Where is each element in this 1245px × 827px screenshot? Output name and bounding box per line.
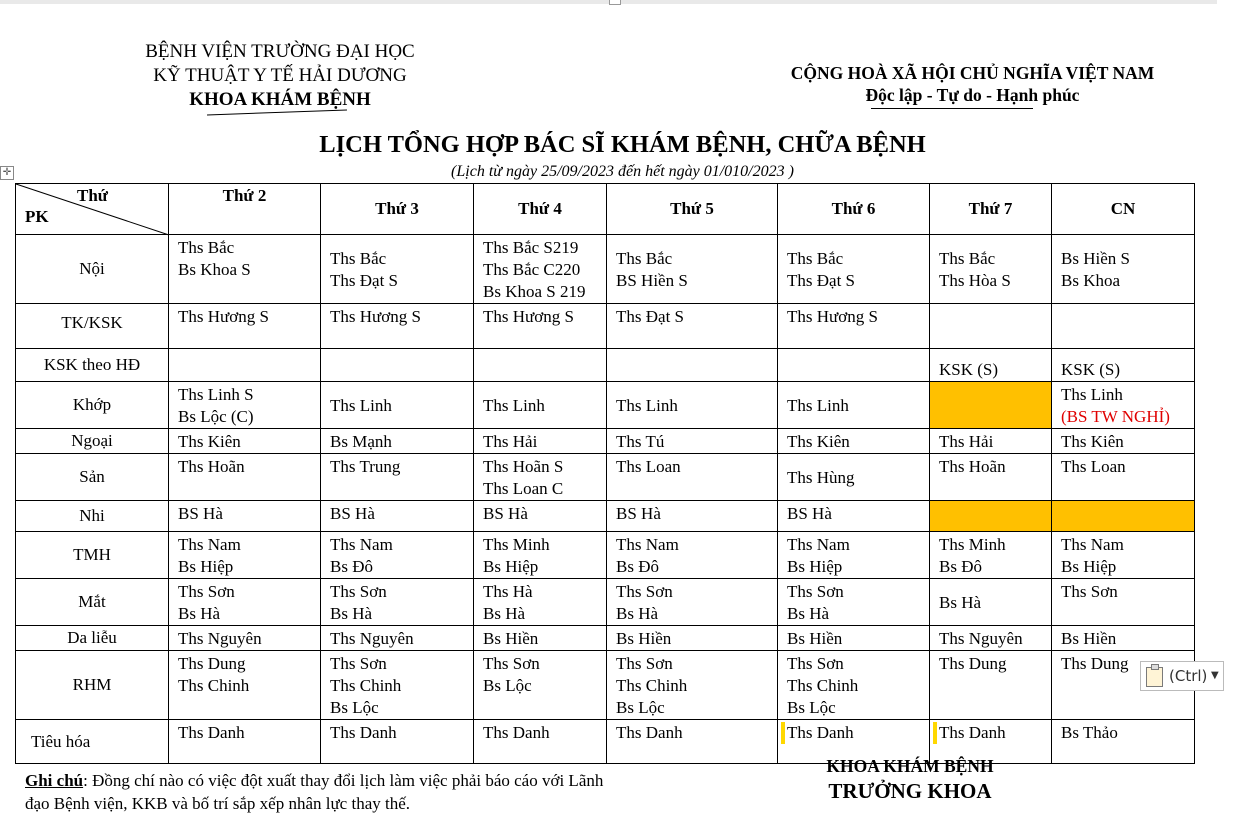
doctor-entry: Ths Nguyên (330, 629, 414, 648)
schedule-cell[interactable] (1052, 501, 1195, 532)
schedule-cell[interactable] (169, 382, 321, 429)
hospital-name-line2: KỸ THUẬT Y TẾ HẢI DƯƠNG (153, 65, 407, 86)
doctor-entry: Ths Loan (1061, 457, 1126, 476)
doctor-entry: Ths Hùng (787, 468, 855, 487)
doctor-entry: Bs Lộc (483, 676, 532, 695)
doctor-entry: Ths Hải (483, 432, 538, 451)
doctor-entry: Bs Khoa S (178, 260, 251, 279)
schedule-cell[interactable] (778, 235, 930, 304)
doctor-entry: BS Hà (787, 504, 832, 523)
doctor-entry: Ths Bắc (787, 249, 844, 268)
paste-options-label: (Ctrl) (1169, 667, 1208, 685)
doctor-entry: Ths Danh (933, 722, 1051, 744)
clinic-name-cell: TMH (16, 532, 169, 579)
schedule-cell[interactable] (169, 304, 321, 349)
chevron-down-icon: ▼ (1211, 670, 1219, 681)
schedule-cell[interactable] (607, 349, 778, 382)
schedule-cell[interactable] (778, 501, 930, 532)
doctor-entry: Ths Bắc C220 (483, 260, 581, 279)
schedule-cell[interactable] (1052, 429, 1195, 454)
schedule-cell[interactable] (930, 382, 1052, 429)
clinic-name-cell: Khớp (16, 382, 169, 429)
corner-day-label: Thứ (77, 186, 108, 205)
schedule-cell[interactable] (474, 304, 607, 349)
schedule-cell[interactable] (321, 501, 474, 532)
doctor-entry: Bs Hiền (483, 629, 539, 648)
schedule-cell[interactable] (1052, 454, 1195, 501)
schedule-cell[interactable] (169, 626, 321, 651)
schedule-cell[interactable] (930, 429, 1052, 454)
doctor-entry: Bs Thảo (1061, 723, 1118, 742)
doctor-entry: Ths Nam (787, 535, 850, 554)
schedule-cell[interactable] (321, 532, 474, 579)
table-row (16, 501, 1195, 532)
schedule-cell[interactable] (607, 382, 778, 429)
table-row (16, 626, 1195, 651)
doctor-entry: Ths Bắc S219 (483, 238, 579, 257)
doctor-entry: Bs Hà (483, 604, 526, 623)
national-motto: Độc lập - Tự do - Hạnh phúc (865, 85, 1080, 105)
doctor-entry: Ths Nguyên (178, 629, 262, 648)
table-row (16, 304, 1195, 349)
schedule-table (15, 183, 1195, 764)
doctor-entry: Ths Linh (1061, 385, 1123, 404)
schedule-cell[interactable] (778, 626, 930, 651)
national-header (760, 62, 1185, 106)
doctor-entry: Ths Kiên (787, 432, 850, 451)
schedule-cell[interactable] (321, 579, 474, 626)
doctor-entry: Bs Đô (616, 557, 659, 576)
doctor-entry: Ths Hải (939, 432, 994, 451)
doctor-entry: Ths Danh (483, 723, 550, 742)
schedule-cell[interactable] (1052, 304, 1195, 349)
day-header-sat: Thứ 7 (930, 184, 1052, 235)
signature-department: KHOA KHÁM BỆNH (826, 756, 994, 776)
doctor-entry: Ths Danh (781, 722, 929, 744)
motto-underline (871, 108, 1033, 109)
doctor-entry: Ths Dung (178, 654, 246, 673)
schedule-cell[interactable] (474, 579, 607, 626)
schedule-cell[interactable] (474, 235, 607, 304)
doctor-entry: Ths Kiên (178, 432, 241, 451)
national-title: CỘNG HOÀ XÃ HỘI CHỦ NGHĨA VIỆT NAM (790, 63, 1155, 83)
doctor-entry: BS Hà (178, 504, 223, 523)
doctor-entry: Ths Danh (178, 723, 245, 742)
day-header-wed: Thứ 4 (474, 184, 607, 235)
clinic-name-cell: TK/KSK (16, 304, 169, 349)
doctor-entry: Bs Hà (939, 593, 982, 612)
schedule-cell[interactable] (930, 501, 1052, 532)
doctor-entry: Ths Bắc (178, 238, 235, 257)
schedule-cell[interactable] (778, 532, 930, 579)
doctor-entry: Ths Linh (616, 396, 678, 415)
table-row (16, 454, 1195, 501)
doctor-entry: Bs Lộc (787, 698, 836, 717)
schedule-cell[interactable] (930, 235, 1052, 304)
doctor-entry: Ths Hà (483, 582, 533, 601)
doctor-entry: Bs Hà (787, 604, 830, 623)
footnote-text: : Đồng chí nào có việc đột xuất thay đổi lịch làm việc phải báo cáo với Lãnh đạo Bệnh viện, KKB và bố trí sắp xếp nhân lực thay thế. (25, 771, 604, 813)
schedule-cell[interactable] (778, 651, 930, 720)
schedule-cell[interactable] (169, 720, 321, 764)
schedule-cell[interactable] (474, 501, 607, 532)
doctor-entry: Ths Loan (616, 457, 681, 476)
doctor-entry: Ths Trung (330, 457, 401, 476)
clinic-name-cell: Mắt (16, 579, 169, 626)
footnote-label: Ghi chú (25, 771, 84, 790)
day-header-mon: Thứ 2 (169, 184, 321, 235)
schedule-cell[interactable] (321, 304, 474, 349)
clinic-name-cell: KSK theo HĐ (16, 349, 169, 382)
corner-clinic-label: PK (25, 207, 49, 226)
doctor-entry: Ths Loan C (483, 479, 564, 498)
schedule-cell[interactable] (1052, 382, 1195, 429)
doctor-entry: Bs Lộc (C) (178, 407, 254, 426)
schedule-cell[interactable] (1052, 349, 1195, 382)
schedule-cell[interactable] (607, 579, 778, 626)
doctor-entry: Bs Hiệp (178, 557, 234, 576)
day-header-thu: Thứ 5 (607, 184, 778, 235)
clinic-name-cell: Da liễu (16, 626, 169, 651)
doctor-entry: Ths Chinh (787, 676, 859, 695)
doctor-entry: Ths Hoãn (939, 457, 1006, 476)
schedule-cell[interactable] (321, 429, 474, 454)
doctor-entry: Ths Nam (1061, 535, 1124, 554)
doctor-entry: Bs Hiền (1061, 629, 1117, 648)
doctor-entry: Ths Nguyên (939, 629, 1023, 648)
doctor-entry: Ths Hòa S (939, 271, 1011, 290)
schedule-cell[interactable] (169, 235, 321, 304)
doctor-entry: Ths Bắc (939, 249, 996, 268)
doctor-entry: Ths Hoãn S (483, 457, 564, 476)
schedule-cell[interactable] (169, 501, 321, 532)
schedule-cell[interactable] (321, 626, 474, 651)
doctor-entry: Ths Sơn (787, 654, 844, 673)
schedule-cell[interactable] (321, 382, 474, 429)
schedule-cell[interactable] (778, 382, 930, 429)
clinic-name-cell: Ngoại (16, 429, 169, 454)
schedule-cell[interactable] (607, 720, 778, 764)
doctor-entry: Bs Mạnh (330, 432, 392, 451)
doctor-entry: Ths Chinh (330, 676, 402, 695)
doctor-entry: Ths Nam (330, 535, 393, 554)
doctor-entry: KSK (S) (1061, 360, 1121, 379)
doctor-entry: Ths Kiên (1061, 432, 1124, 451)
schedule-cell[interactable] (607, 235, 778, 304)
doctor-entry: Ths Sơn (483, 654, 540, 673)
clinic-name-cell: RHM (16, 651, 169, 720)
doctor-entry: Ths Hương S (178, 307, 269, 326)
doctor-entry: Bs Hiệp (787, 557, 843, 576)
schedule-cell[interactable] (607, 626, 778, 651)
table-row (16, 349, 1195, 382)
schedule-cell[interactable] (607, 454, 778, 501)
table-row (16, 579, 1195, 626)
doctor-entry: Ths Sơn (178, 582, 235, 601)
schedule-cell[interactable] (930, 626, 1052, 651)
doctor-entry: Ths Bắc (616, 249, 673, 268)
doctor-entry: Ths Hoãn (178, 457, 245, 476)
doctor-entry: Ths Dung (1061, 654, 1129, 673)
doctor-entry: Ths Tú (616, 432, 665, 451)
schedule-cell[interactable] (474, 382, 607, 429)
doctor-entry: Bs Khoa S 219 (483, 282, 586, 301)
schedule-cell[interactable] (778, 304, 930, 349)
corner-header-cell (16, 184, 169, 235)
schedule-cell[interactable] (930, 304, 1052, 349)
doctor-entry: Ths Đạt S (330, 271, 398, 290)
clinic-name-cell: Nhi (16, 501, 169, 532)
doctor-entry: Ths Chinh (178, 676, 250, 695)
schedule-cell[interactable] (607, 651, 778, 720)
schedule-cell[interactable] (169, 349, 321, 382)
clinic-name-cell: Sản (16, 454, 169, 501)
day-header-tue: Thứ 3 (321, 184, 474, 235)
schedule-cell[interactable] (169, 651, 321, 720)
doctor-entry: Bs Hà (178, 604, 221, 623)
doctor-entry: Bs Đô (330, 557, 373, 576)
day-header-fri: Thứ 6 (778, 184, 930, 235)
department-name: KHOA KHÁM BỆNH (189, 89, 371, 110)
doctor-entry: Ths Sơn (330, 654, 387, 673)
doctor-entry: Ths Linh (330, 396, 392, 415)
schedule-cell[interactable] (169, 579, 321, 626)
doctor-entry: Ths Hương S (483, 307, 574, 326)
schedule-cell[interactable] (1052, 579, 1195, 626)
hospital-name-line1: BỆNH VIỆN TRƯỜNG ĐẠI HỌC (145, 41, 415, 62)
doctor-entry: Bs Lộc (330, 698, 379, 717)
doctor-entry: Ths Bắc (330, 249, 387, 268)
table-move-handle-icon[interactable]: ✛ (0, 166, 14, 180)
schedule-cell[interactable] (169, 532, 321, 579)
footnote (25, 769, 625, 815)
doctor-entry: Ths Sơn (787, 582, 844, 601)
paste-options-button[interactable] (1140, 661, 1224, 691)
clinic-name-cell: Tiêu hóa (16, 720, 169, 764)
table-row (16, 651, 1195, 720)
doctor-entry: Ths Minh (939, 535, 1006, 554)
table-header-row (16, 184, 1195, 235)
doctor-entry: Ths Hương S (330, 307, 421, 326)
schedule-cell[interactable] (607, 532, 778, 579)
schedule-cell[interactable] (474, 429, 607, 454)
doctor-entry: Ths Danh (616, 723, 683, 742)
schedule-cell[interactable] (474, 454, 607, 501)
doctor-entry: BS Hà (330, 504, 375, 523)
schedule-cell[interactable] (778, 349, 930, 382)
schedule-cell[interactable] (930, 349, 1052, 382)
schedule-cell[interactable] (321, 720, 474, 764)
signature-block (790, 756, 1030, 804)
clipboard-icon (1146, 667, 1163, 687)
doctor-entry: Bs Hiền (616, 629, 672, 648)
schedule-cell[interactable] (321, 454, 474, 501)
schedule-cell[interactable] (607, 429, 778, 454)
schedule-cell[interactable] (1052, 235, 1195, 304)
schedule-cell[interactable] (321, 349, 474, 382)
table-row (16, 429, 1195, 454)
doctor-entry: Ths Nam (178, 535, 241, 554)
doctor-entry: Bs Hiệp (483, 557, 539, 576)
document-subtitle: (Lịch từ ngày 25/09/2023 đến hết ngày 01/010/2023 ) (451, 163, 794, 180)
doctor-entry: Bs Hà (616, 604, 659, 623)
doctor-entry: Ths Hương S (787, 307, 878, 326)
schedule-cell[interactable] (474, 651, 607, 720)
table-row (16, 382, 1195, 429)
doctor-entry: Ths Nam (616, 535, 679, 554)
doctor-entry: Bs Khoa (1061, 271, 1121, 290)
schedule-cell[interactable] (607, 501, 778, 532)
schedule-cell[interactable] (1052, 626, 1195, 651)
doctor-entry: Ths Sơn (330, 582, 387, 601)
doctor-entry: BS Hà (616, 504, 661, 523)
doctor-entry: Bs Đô (939, 557, 982, 576)
doctor-entry: Ths Sơn (616, 582, 673, 601)
doctor-entry: Ths Linh S (178, 385, 254, 404)
doctor-entry: Ths Đạt S (616, 307, 684, 326)
schedule-cell[interactable] (778, 579, 930, 626)
doctor-entry: (BS TW NGHỈ) (1061, 407, 1170, 426)
document-title: LỊCH TỔNG HỢP BÁC SĨ KHÁM BỆNH, CHỮA BỆNH (319, 131, 926, 158)
schedule-cell[interactable] (1052, 720, 1195, 764)
schedule-cell[interactable] (930, 532, 1052, 579)
ruler-marker (609, 0, 621, 5)
signature-title: TRƯỞNG KHOA (828, 779, 992, 803)
schedule-cell[interactable] (474, 720, 607, 764)
doctor-entry: Ths Sơn (616, 654, 673, 673)
doctor-entry: Bs Hiệp (1061, 557, 1117, 576)
schedule-cell[interactable] (1052, 532, 1195, 579)
schedule-cell[interactable] (778, 454, 930, 501)
day-header-sun: CN (1052, 184, 1195, 235)
doctor-entry: Ths Minh (483, 535, 550, 554)
schedule-cell[interactable] (474, 626, 607, 651)
schedule-cell[interactable] (169, 454, 321, 501)
doctor-entry: BS Hiền S (616, 271, 688, 290)
doctor-entry: Ths Dung (939, 654, 1007, 673)
doctor-entry: Bs Hà (330, 604, 373, 623)
doctor-entry: Ths Đạt S (787, 271, 855, 290)
schedule-cell[interactable] (930, 651, 1052, 720)
schedule-cell[interactable] (778, 429, 930, 454)
doctor-entry: Ths Chinh (616, 676, 688, 695)
table-row (16, 235, 1195, 304)
schedule-cell[interactable] (474, 349, 607, 382)
doctor-entry: KSK (S) (939, 360, 999, 379)
doctor-entry: Bs Lộc (616, 698, 665, 717)
hospital-header (100, 40, 460, 112)
doctor-entry: Ths Linh (787, 396, 849, 415)
schedule-cell[interactable] (321, 235, 474, 304)
doctor-entry: Ths Danh (330, 723, 397, 742)
schedule-cell[interactable] (169, 429, 321, 454)
doctor-entry: BS Hà (483, 504, 528, 523)
doctor-entry: Bs Hiền S (1061, 249, 1130, 268)
schedule-cell[interactable] (607, 304, 778, 349)
schedule-cell[interactable] (930, 579, 1052, 626)
schedule-cell[interactable] (930, 454, 1052, 501)
schedule-cell[interactable] (321, 651, 474, 720)
doctor-entry: Bs Hiền (787, 629, 843, 648)
clinic-name-cell: Nội (16, 235, 169, 304)
doctor-entry: Ths Linh (483, 396, 545, 415)
table-row (16, 532, 1195, 579)
doctor-entry: Ths Sơn (1061, 582, 1118, 601)
schedule-cell[interactable] (474, 532, 607, 579)
